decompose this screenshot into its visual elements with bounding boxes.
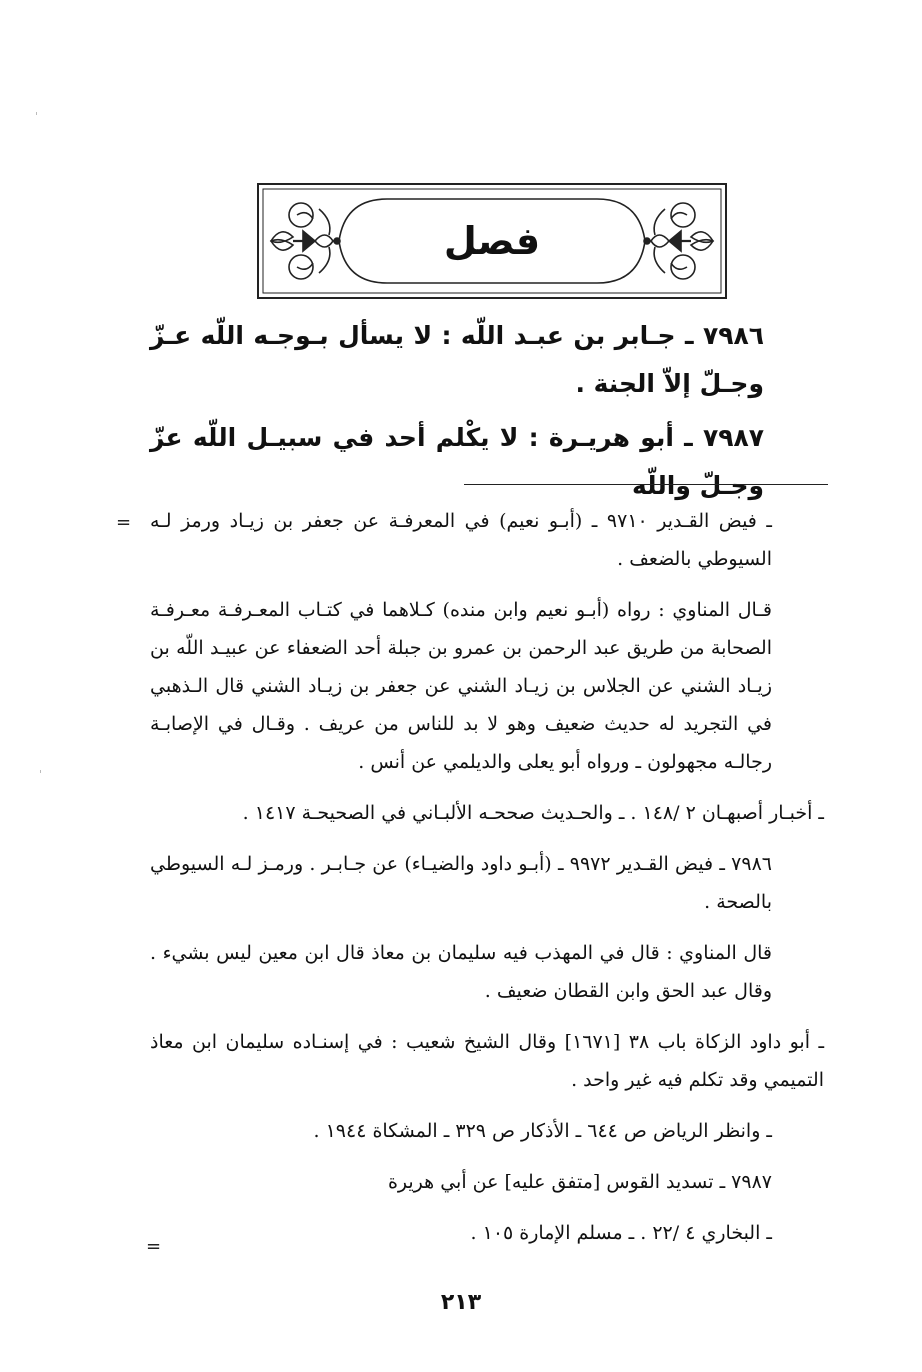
chapter-header-frame <box>257 183 727 299</box>
footnote: قـال المناوي : رواه (أبـو نعيم وابن منده) كـلاهما في كتـاب المعـرفـة معـرفـة الصحابة من طريق عبد الرحمن بن عمرو بن جبلة أحد الضعفاء عن عبيـد اللّه بن زيـاد الشني عن الجلاس بن زيـاد الشني عن جعفر بن زيـاد الشني قال الـذهبي في التجريد له حديث ضعيف وهو لا بد للناس من عريف . وقـال في الإصابـة رجالـه مجهولون ـ ورواه أبو يعلى والديلمي عن أنس . <box>150 599 772 773</box>
footnote: ـ أبو داود الزكاة باب ٣٨ [١٦٧١] وقال الشيخ شعيب : في إسنـاده سليمان ابن معاذ التميمي وقد تكلم فيه غير واحد . <box>150 1031 825 1091</box>
footnote: ـ وانظر الرياض ص ٦٤٤ ـ الأذكار ص ٣٢٩ ـ المشكاة ١٩٤٤ . <box>313 1120 772 1142</box>
continuation-mark-bottom: = <box>146 1236 162 1257</box>
footnote: ٧٩٨٧ ـ تسديد القوس [متفق عليه] عن أبي هريرة <box>387 1171 772 1193</box>
hadith-7986: ٧٩٨٦ ـ جـابر بن عبـد اللّه : لا يسأل بـوجـه اللّه عـزّ وجـلّ إلاّ الجنة . <box>150 321 764 398</box>
page-number: ٢١٣ <box>440 1290 482 1315</box>
footnote: ـ فيض القـدير ٩٧١٠ ـ (أبـو نعيم) في المعرفـة عن جعفر بن زيـاد ورمز لـه السيوطي بالضعف . <box>150 510 772 570</box>
hadith-7987: ٧٩٨٧ ـ أبو هريـرة : لا يكْلم أحد في سبيـل اللّه عزّ وجـلّ واللّه <box>150 423 764 500</box>
footnotes <box>150 502 824 1265</box>
footnote: ـ البخاري ٤ /٢٢ . ـ مسلم الإمارة ١٠٥ . <box>470 1222 772 1244</box>
main-text-block <box>150 312 764 510</box>
continuation-mark-top: = <box>116 512 132 533</box>
footnote-divider <box>464 484 828 485</box>
margin-speck <box>40 770 41 773</box>
chapter-title: فصل <box>443 219 541 263</box>
margin-speck <box>36 112 37 115</box>
footnote: ٧٩٨٦ ـ فيض القـدير ٩٩٧٢ ـ (أبـو داود والضيـاء) عن جـابـر . ورمـز لـه السيوطي بالصحة . <box>150 853 772 913</box>
footnote: ـ أخبـار أصبهـان ٢ /١٤٨ . ـ والحـديث صححـه الألبـاني في الصحيحـة ١٤١٧ . <box>242 802 824 824</box>
footnote: قال المناوي : قال في المهذب فيه سليمان بن معاذ قال ابن معين ليس بشيء . وقال عبد الحق وابن القطان ضعيف . <box>150 942 772 1002</box>
